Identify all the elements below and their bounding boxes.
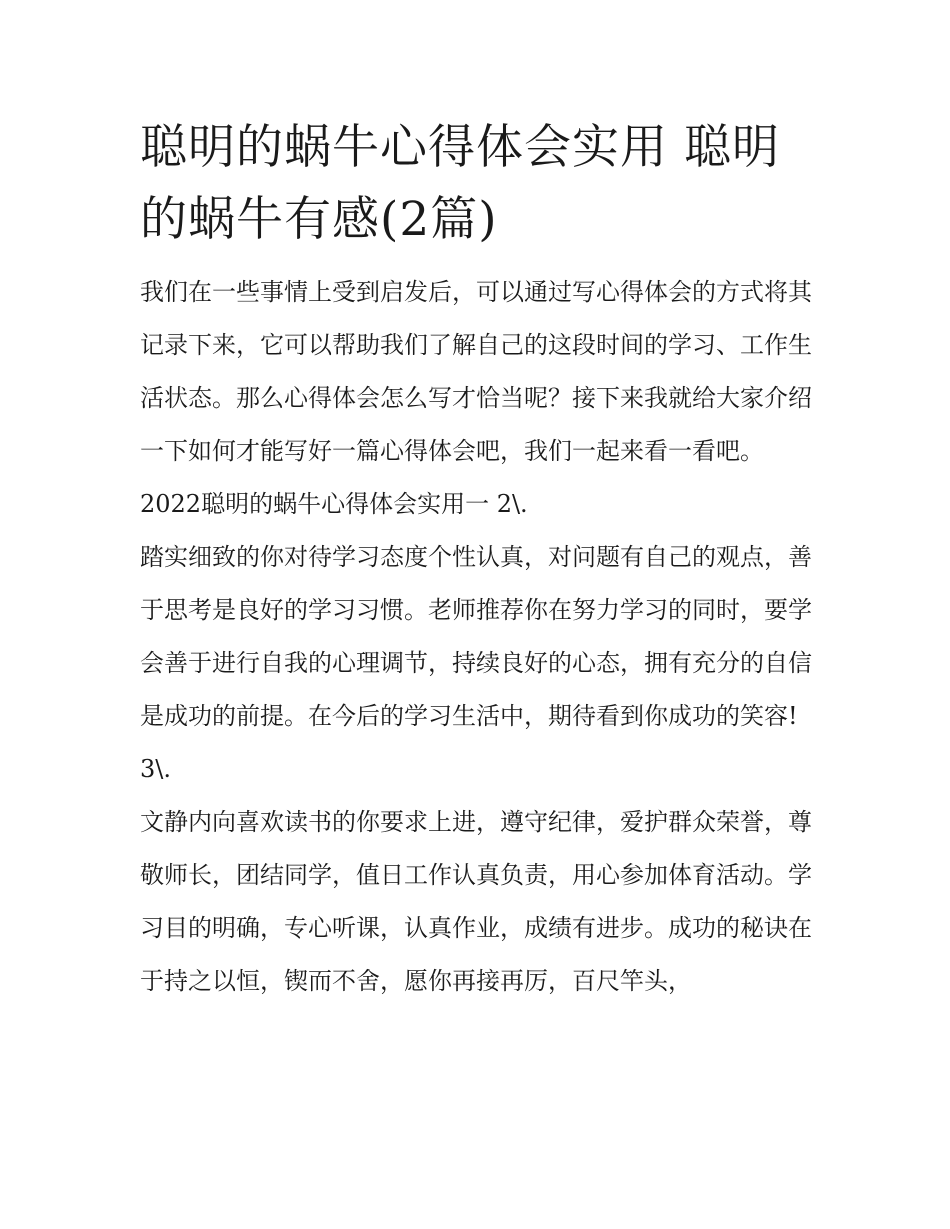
comment-paragraph-2: 踏实细致的你对待学习态度个性认真，对问题有自己的观点，善于思考是良好的学习习惯。老师推荐你在努力学习的同时，要学会善于进行自我的心理调节，持续良好的心态，拥有充分的自信是成功的前提。在今后的学习生活中，期待看到你成功的笑容!	[140, 543, 812, 730]
item-marker-3: 3\.	[140, 755, 171, 783]
document-title: 聪明的蜗牛心得体会实用 聪明的蜗牛有感(2篇)	[140, 120, 780, 247]
document-page	[140, 112, 820, 1008]
comment-paragraph-3: 文静内向喜欢读书的你要求上进，遵守纪律，爱护群众荣誉，尊敬师长，团结同学，值日工作认真负责，用心参加体育活动。学习目的明确，专心听课，认真作业，成绩有进步。成功的秘诀在于持之以恒，锲而不舍，愿你再接再厉，百尺竿头，	[140, 808, 812, 995]
intro-paragraph: 我们在一些事情上受到启发后，可以通过写心得体会的方式将其记录下来，它可以帮助我们了解自己的这段时间的学习、工作生活状态。那么心得体会怎么写才恰当呢？接下来我就给大家介绍一下如何才能写好一篇心得体会吧，我们一起来看一看吧。	[140, 278, 812, 465]
section-heading: 2022聪明的蜗牛心得体会实用一 2\.	[140, 490, 528, 518]
